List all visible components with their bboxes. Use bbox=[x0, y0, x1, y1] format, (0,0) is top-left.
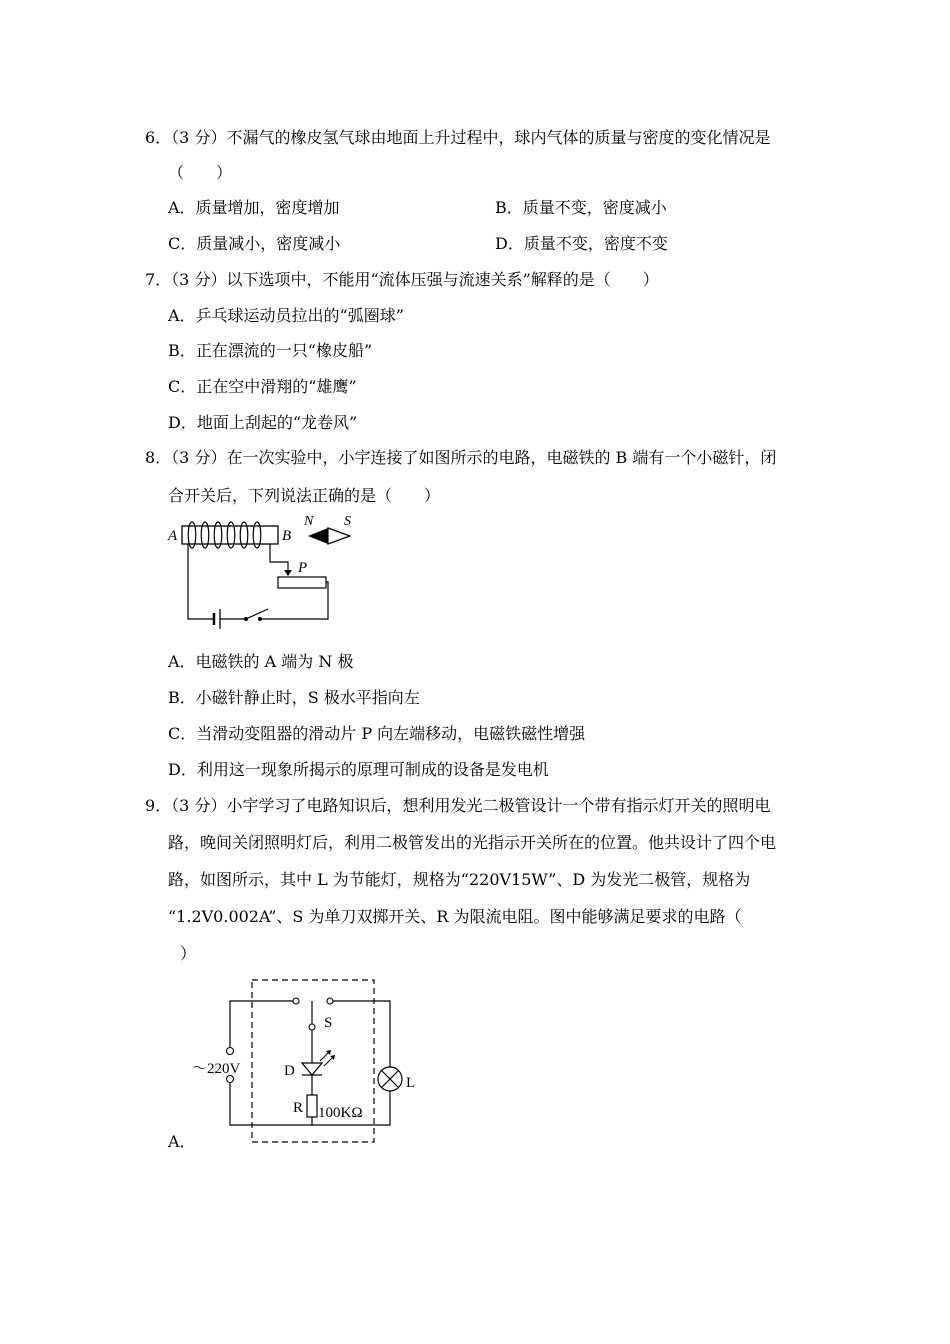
q7-option-c: C．正在空中滑翔的“雄鹰” bbox=[168, 377, 357, 396]
q9-stem: 9．（3 分）小宇学习了电路知识后，想利用发光二极管设计一个带有指示灯开关的照明电 bbox=[145, 796, 771, 815]
wire-top-left bbox=[230, 1001, 293, 1047]
label-n: N bbox=[304, 514, 314, 529]
label-s: S bbox=[344, 514, 351, 529]
q8-stem-cont: 合开关后，下列说法正确的是（ ） bbox=[168, 486, 441, 505]
q6-option-a: A．质量增加，密度增加 bbox=[168, 198, 340, 217]
resistor-value: 100KΩ bbox=[318, 1105, 363, 1121]
source-label: ～220V bbox=[192, 1061, 241, 1077]
q7-option-d: D．地面上刮起的“龙卷风” bbox=[168, 413, 358, 432]
compass-needle-north bbox=[308, 528, 328, 544]
q9-stem-line4: “1.2V0.002A”、S 为单刀双掷开关、R 为限流电阻。图中能够满足要求的电路（ bbox=[168, 907, 742, 926]
switch-contact bbox=[258, 617, 262, 621]
q9-circuit-a-figure bbox=[190, 975, 430, 1147]
resistor-icon bbox=[307, 1095, 317, 1117]
resistor-label: R bbox=[293, 1100, 304, 1116]
q9-stem-line5: ） bbox=[180, 944, 197, 963]
switch-label: S bbox=[324, 1015, 333, 1031]
diode-label: D bbox=[284, 1063, 295, 1079]
q9-stem-line2: 路，晚间关闭照明灯后，利用二极管发出的光指示开关所在的位置。他共设计了四个电 bbox=[168, 833, 777, 852]
q7-stem: 7．（3 分）以下选项中，不能用“流体压强与流速关系”解释的是（ ） bbox=[145, 270, 659, 289]
q8-stem: 8．（3 分）在一次实验中，小宇连接了如图所示的电路，电磁铁的 B 端有一个小磁针，闭 bbox=[145, 448, 777, 467]
switch-contact-left bbox=[293, 998, 299, 1004]
label-a: A bbox=[168, 528, 178, 544]
diode-icon bbox=[302, 1063, 322, 1075]
electromagnet-core bbox=[182, 526, 278, 544]
wire-to-slider bbox=[270, 544, 288, 572]
terminal-top bbox=[227, 1048, 234, 1055]
slider-arrow bbox=[284, 570, 292, 576]
label-b: B bbox=[282, 528, 292, 544]
q8-option-c: C．当滑动变阻器的滑动片 P 向左端移动，电磁铁磁性增强 bbox=[168, 724, 586, 743]
switch-pivot bbox=[309, 1024, 315, 1030]
q7-option-b: B．正在漂流的一只“橡皮船” bbox=[168, 341, 373, 360]
switch-contact-right bbox=[327, 998, 333, 1004]
q6-stem: 6．（3 分）不漏气的橡皮氢气球由地面上升过程中，球内气体的质量与密度的变化情况是 bbox=[145, 128, 771, 147]
q6-option-d: D．质量不变，密度不变 bbox=[495, 234, 668, 253]
label-p: P bbox=[298, 560, 308, 576]
q6-stem-cont: （ ） bbox=[168, 163, 233, 182]
q6-option-b: B．质量不变，密度减小 bbox=[495, 198, 667, 217]
q9-stem-line3: 路，如图所示，其中 L 为节能灯，规格为“220V15W”、D 为发光二极管，规格为 bbox=[168, 870, 751, 889]
q8-option-b: B．小磁针静止时，S 极水平指向左 bbox=[168, 688, 420, 707]
rheostat bbox=[278, 577, 326, 588]
q8-electromagnet-circuit-figure bbox=[160, 512, 370, 637]
lamp-label: L bbox=[406, 1075, 416, 1091]
q8-option-d: D．利用这一现象所揭示的原理可制成的设备是发电机 bbox=[168, 760, 549, 779]
q8-option-a: A．电磁铁的 A 端为 N 极 bbox=[168, 652, 354, 671]
switch-lever bbox=[246, 609, 268, 619]
compass-needle-south bbox=[328, 528, 350, 544]
wire-top-right bbox=[333, 1001, 390, 1067]
wire-left bbox=[188, 544, 214, 619]
q7-option-a: A．乒乓球运动员拉出的“弧圈球” bbox=[168, 306, 404, 325]
q6-option-c: C．质量减小，密度减小 bbox=[168, 234, 341, 253]
q9-option-a: A． bbox=[168, 1132, 196, 1151]
